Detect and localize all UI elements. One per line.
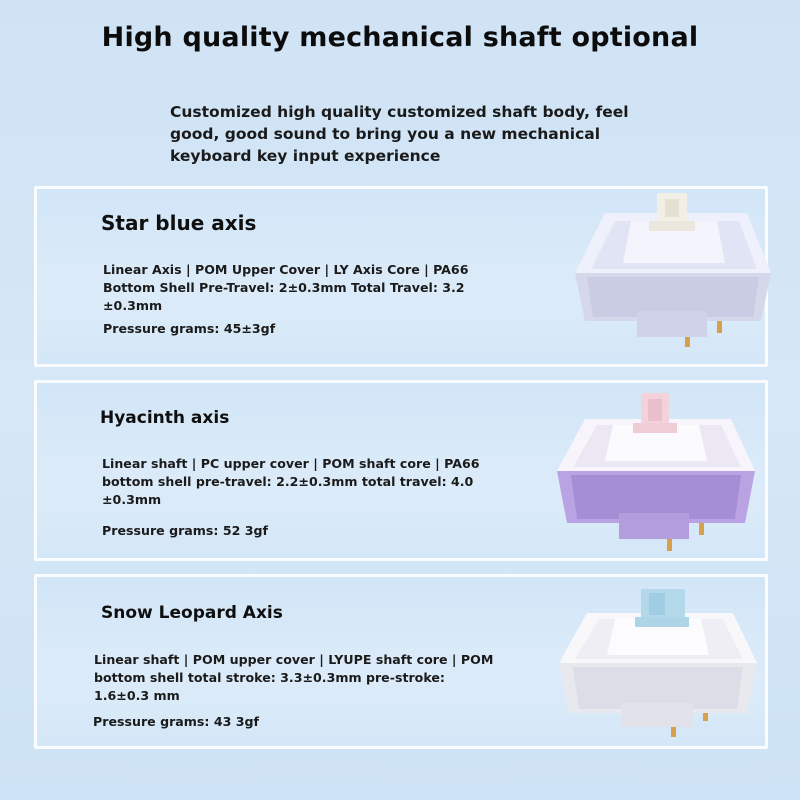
switch-card-hyacinth xyxy=(34,380,768,561)
star-blue-switch-image xyxy=(567,191,782,361)
switch-name: Star blue axis xyxy=(101,211,257,235)
snow-leopard-switch-image xyxy=(551,579,766,749)
switch-pressure-text: Pressure grams: 45±3gf xyxy=(103,321,276,336)
switch-card-snow-leopard xyxy=(34,574,768,749)
page-title: High quality mechanical shaft optional xyxy=(101,22,699,53)
switch-name: Hyacinth axis xyxy=(100,408,230,428)
hyacinth-switch-image xyxy=(549,391,764,561)
switch-pressure-text: Pressure grams: 43 3gf xyxy=(93,714,260,729)
switch-pressure-text: Pressure grams: 52 3gf xyxy=(102,523,269,538)
switch-card-star-blue xyxy=(34,186,768,367)
switch-spec-text: Linear shaft | POM upper cover | LYUPE shaft core | POM bottom shell total stroke: 3.3±0.3mm pre-stroke: 1.6±0.3 mm xyxy=(94,652,494,703)
page-subtitle: Customized high quality customized shaft body, feel good, good sound to bring you a new mechanical keyboard key input experience xyxy=(170,103,629,165)
switch-name: Snow Leopard Axis xyxy=(101,603,283,623)
switch-spec-text: Linear shaft | PC upper cover | POM shaft core | PA66 bottom shell pre-travel: 2.2±0.3mm total travel: 4.0 ±0.3mm xyxy=(102,456,480,507)
switch-spec-text: Linear Axis | POM Upper Cover | LY Axis Core | PA66 Bottom Shell Pre-Travel: 2±0.3mm Total Travel: 3.2 ±0.3mm xyxy=(103,262,469,313)
